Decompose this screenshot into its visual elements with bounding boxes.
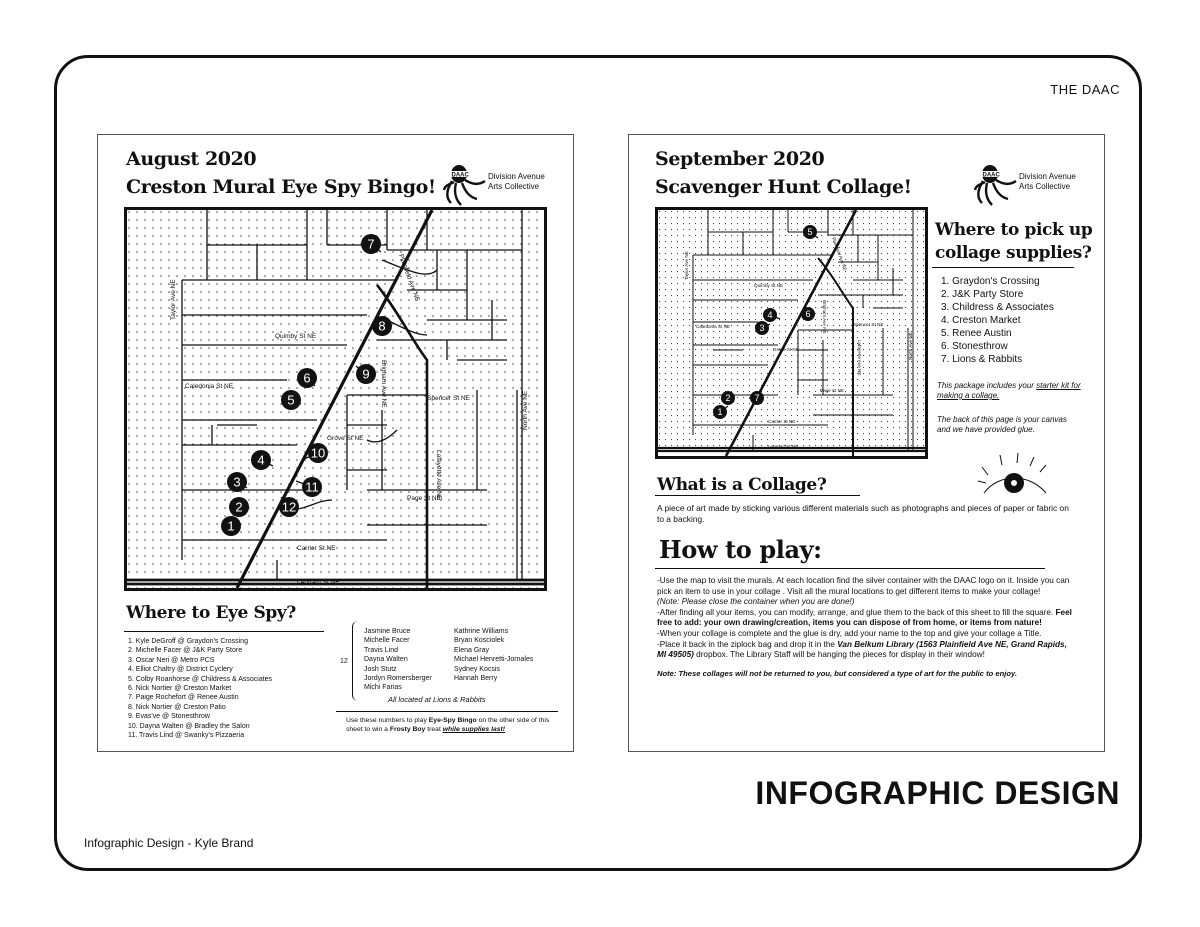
map-marker <box>281 390 301 410</box>
svg-text:10: 10 <box>310 445 326 461</box>
sheet1-heading-date: August 2020 <box>126 148 257 170</box>
location-list <box>128 637 328 740</box>
pickup-item: 4. Creston Market <box>941 315 1021 326</box>
footer-credit: Infographic Design - Kyle Brand <box>84 836 254 850</box>
flower-collage-icon <box>974 453 1054 505</box>
street-label: North Ave NE <box>522 390 529 430</box>
svg-text:5: 5 <box>807 227 813 238</box>
map-marker <box>372 316 392 336</box>
names-list-left <box>364 627 464 693</box>
street-label: Page St NE <box>820 388 845 393</box>
street-label: Brigham Ave NE <box>822 300 827 334</box>
street-label: Lafayette Ave NE <box>857 340 862 376</box>
bingo-note: Use these numbers to play Eye-Spy Bingo on the other side of this sheet to win a Frosty Boy treat while supplies last! <box>346 717 550 733</box>
pickup-rule <box>932 267 1074 268</box>
map-marker <box>361 234 381 254</box>
svg-text:3: 3 <box>233 474 241 490</box>
logo-line2: Arts Collective <box>1019 182 1071 191</box>
street-label: Plainfield Ave NE <box>397 253 421 303</box>
artist-name: Jordyn Romersberger <box>364 675 432 683</box>
sheet2-heading-date: September 2020 <box>655 148 825 170</box>
sheet2-heading-title: Scavenger Hunt Collage! <box>655 176 912 198</box>
street-label: Carrier St NE <box>768 419 796 424</box>
svg-text:1: 1 <box>227 518 235 534</box>
street-label: Caledonia St NE <box>185 383 234 390</box>
location-item: 5. Colby Roanhorse @ Childress & Associates <box>128 675 273 683</box>
pickup-item: 7. Lions & Rabbits <box>941 354 1023 365</box>
howto-rule <box>655 568 1045 569</box>
twelve-label: 12 <box>340 658 348 665</box>
svg-text:8: 8 <box>378 318 386 334</box>
location-item: 8. Nick Nortier @ Creston Patio <box>128 703 226 711</box>
location-item: 10. Dayna Walten @ Bradley the Salon <box>128 722 250 730</box>
map-marker <box>297 368 317 388</box>
sheet1-map <box>124 207 547 591</box>
map-marker <box>227 472 247 492</box>
howto-heading: How to play: <box>659 535 822 564</box>
svg-text:6: 6 <box>805 309 811 320</box>
svg-text:7: 7 <box>367 236 375 252</box>
svg-text:5: 5 <box>287 392 295 408</box>
octopus-icon <box>443 163 487 207</box>
location-item: 3. Oscar Neri @ Metro PCS <box>128 656 215 664</box>
artist-name: Elena Gray <box>454 646 490 654</box>
svg-text:1: 1 <box>717 407 723 418</box>
collage-rule <box>655 495 860 496</box>
artist-name: Jasmine Bruce <box>364 628 411 635</box>
logo-line1: Division Avenue <box>488 172 545 181</box>
location-item: 4. Elliot Chaltry @ District Cyclery <box>128 666 233 674</box>
svg-text:3: 3 <box>759 323 765 334</box>
street-label: Page St NE <box>407 495 441 502</box>
location-item: 1. Kyle DeGroff @ Graydon's Crossing <box>128 638 248 645</box>
sheet1-heading-title: Creston Mural Eye Spy Bingo! <box>126 176 436 198</box>
street-label: Spencer St NE <box>427 395 470 402</box>
svg-text:11: 11 <box>305 479 319 495</box>
sheet-september-collage <box>628 134 1105 752</box>
street-label: Leonard St NE <box>297 579 340 586</box>
howto-steps: -Use the map to visit the murals. At each location find the silver container with the DAAC logo on it. Inside you can pick an item to use in your collage . Visit all the mural locations to get different items to make your collage! (Note: Please close the container when you are done!) -After finding all your items, you can modify, arrange, and glue them to the back of this sheet to fill the square. Feel free to add: your own drawing/creation, items you can dispose of from home, or items from nature! -When your collage is complete and the glue is dry, add your name to the top and give your collage a Title. -Place it back in the ziplock bag and drop it in the Van Belkum Library (1563 Plainfield Ave NE, Grand Rapids, MI 49505) dropbox. The Library Staff will be hanging the pieces for display in their window! Note: These collages will not be returned to you, but considered a type of art for the public to enjoy. <box>657 576 1072 678</box>
daac-logo <box>974 163 1104 207</box>
package-note: This package includes your starter kit for making a collage. <box>937 381 1081 400</box>
artist-name: Michelle Facer <box>364 637 410 645</box>
artist-name: Kathrine Williams <box>454 628 509 635</box>
svg-text:6: 6 <box>303 370 311 386</box>
artist-name: Sydney Kocsis <box>454 665 500 673</box>
names-list-right <box>454 627 574 683</box>
svg-text:2: 2 <box>725 393 731 404</box>
pickup-item: 1. Graydon's Crossing <box>941 276 1040 287</box>
street-label: Lafayette Ave NE <box>435 450 442 501</box>
pickup-item: 3. Childress & Associates <box>941 302 1054 313</box>
street-label: Brigham Ave NE <box>380 360 387 408</box>
street-label: Plainfield Ave NE <box>831 236 848 272</box>
location-item: 9. Evas've @ Stonesthrow <box>128 713 210 721</box>
where-rule <box>124 631 324 632</box>
artist-name: Dayna Walten <box>364 656 408 664</box>
street-label: Taylor Ave NE <box>170 279 177 320</box>
pickup-list <box>941 275 1091 366</box>
pickup-heading: Where to pick up collage supplies? <box>935 220 1093 263</box>
pickup-item: 5. Renee Austin <box>941 328 1012 339</box>
collage-definition: A piece of art made by sticking various different materials such as photographs and pieces of paper or fabric on to a backing. <box>657 503 1069 524</box>
street-label: Grove St NE <box>773 347 799 352</box>
map-marker <box>801 307 815 321</box>
sheet2-map <box>655 207 928 459</box>
location-item: 7. Paige Rochefort @ Renee Austin <box>128 694 239 702</box>
brand-label: THE DAAC <box>1050 82 1120 97</box>
svg-text:4: 4 <box>257 452 265 468</box>
svg-text:2: 2 <box>235 499 243 515</box>
octopus-icon <box>974 163 1018 207</box>
street-label: Spencer St NE <box>853 322 884 327</box>
street-label: Carrier St NE <box>297 545 336 552</box>
svg-text:7: 7 <box>754 393 760 404</box>
street-label: Quimby St NE <box>275 333 317 340</box>
map-marker <box>279 497 299 517</box>
note-rule <box>336 711 558 712</box>
artist-name: Travis Lind <box>364 646 398 654</box>
map-marker <box>229 497 249 517</box>
all-located-note: All located at Lions & Rabbits <box>388 695 486 704</box>
names-brace <box>352 621 361 701</box>
artist-name: Michael Henretti-Jornales <box>454 656 534 664</box>
location-item: 2. Michelle Facer @ J&K Party Store <box>128 647 243 655</box>
logo-line2: Arts Collective <box>488 182 540 191</box>
daac-logo <box>443 163 573 207</box>
street-label: North Ave NE <box>908 332 913 360</box>
street-label: Taylor Ave NE <box>684 251 689 280</box>
street-label: Quimby St NE <box>754 283 784 288</box>
svg-text:9: 9 <box>362 366 370 382</box>
artist-name: Hannah Berry <box>454 675 498 683</box>
street-label: Leonard St NE <box>768 444 799 449</box>
artist-name: Bryan Kosciolek <box>454 637 505 645</box>
map-marker <box>356 364 376 384</box>
where-eye-spy-heading: Where to Eye Spy? <box>126 603 296 623</box>
map-marker <box>721 391 735 405</box>
map-marker <box>221 516 241 536</box>
street-label: Grove St NE <box>327 435 364 442</box>
pickup-item: 2. J&K Party Store <box>941 289 1024 300</box>
street-label: Caledonia St NE <box>696 324 730 329</box>
artist-name: Josh Stutz <box>364 665 397 673</box>
logo-line1: Division Avenue <box>1019 172 1076 181</box>
location-item: 6. Nick Nortier @ Creston Market <box>128 685 232 693</box>
location-item: 11. Travis Lind @ Swanky's Pizzaeria <box>128 732 245 740</box>
back-note: The back of this page is your canvas and we have provided glue. <box>937 415 1067 434</box>
svg-text:4: 4 <box>767 310 773 321</box>
svg-text:DAAC: DAAC <box>451 172 469 179</box>
page-title: INFOGRAPHIC DESIGN <box>755 775 1120 811</box>
svg-text:12: 12 <box>281 499 297 515</box>
pickup-item: 6. Stonesthrow <box>941 341 1008 352</box>
artist-name: Michi Farias <box>364 684 402 692</box>
collage-heading: What is a Collage? <box>657 475 827 495</box>
sheet-august-bingo <box>97 134 574 752</box>
svg-text:DAAC: DAAC <box>982 172 1000 179</box>
